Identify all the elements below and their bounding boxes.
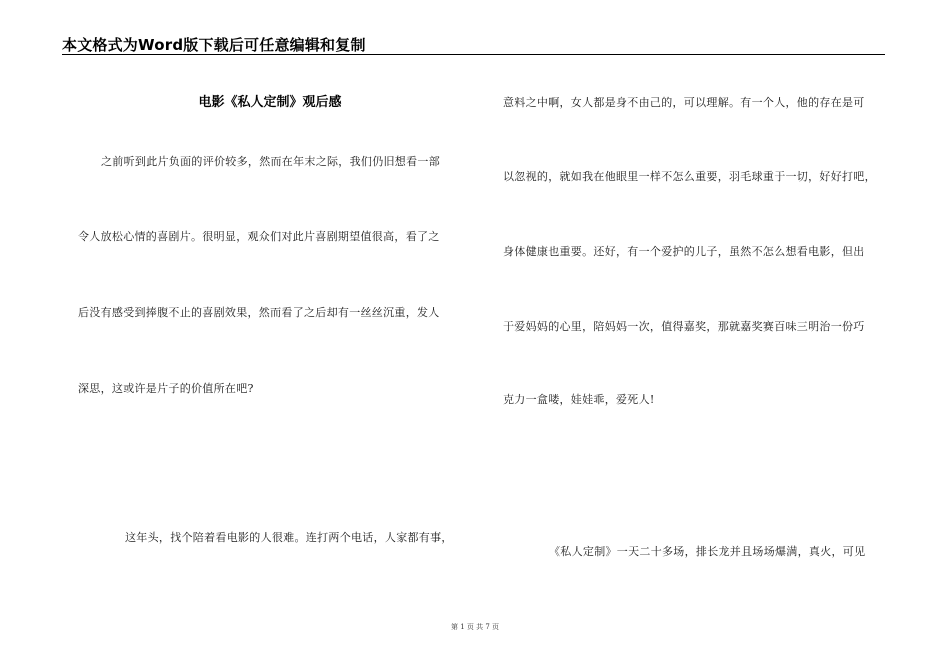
right-paragraph-line: 身体健康也重要。还好，有一个爱护的儿子，虽然不怎么想看电影，但出 [503, 245, 865, 258]
right-paragraph-line: 《私人定制》一天二十多场，排长龙并且场场爆满，真火，可见 [549, 545, 866, 558]
document-title: 电影《私人定制》观后感 [198, 95, 342, 110]
right-paragraph-line: 克力一盒喽，娃娃乖，爱死人! [503, 393, 655, 406]
page-number: 第 1 页 共 7 页 [450, 623, 500, 631]
left-paragraph-line: 这年头，找个陪着看电影的人很难。连打两个电话，人家都有事， [125, 531, 453, 544]
left-paragraph-line: 深思，这或许是片子的价值所在吧? [78, 382, 254, 395]
right-paragraph-line: 于爱妈妈的心里，陪妈妈一次，值得嘉奖，那就嘉奖赛百味三明治一份巧 [503, 320, 865, 333]
left-paragraph-line: 后没有感受到捧腹不止的喜剧效果，然而看了之后却有一丝丝沉重，发人 [78, 306, 440, 319]
document-banner: 本文格式为Word版下载后可任意编辑和复制 [62, 36, 366, 54]
left-paragraph-line: 令人放松心情的喜剧片。很明显，观众们对此片喜剧期望值很高，看了之 [78, 230, 440, 243]
header-divider [62, 54, 885, 55]
right-paragraph-line: 意料之中啊，女人都是身不由己的，可以理解。有一个人，他的存在是可 [503, 96, 865, 109]
right-paragraph-line: 以忽视的，就如我在他眼里一样不怎么重要，羽毛球重于一切，好好打吧， [503, 170, 876, 183]
left-paragraph-line: 之前听到此片负面的评价较多，然而在年末之际，我们仍旧想看一部 [101, 155, 440, 168]
